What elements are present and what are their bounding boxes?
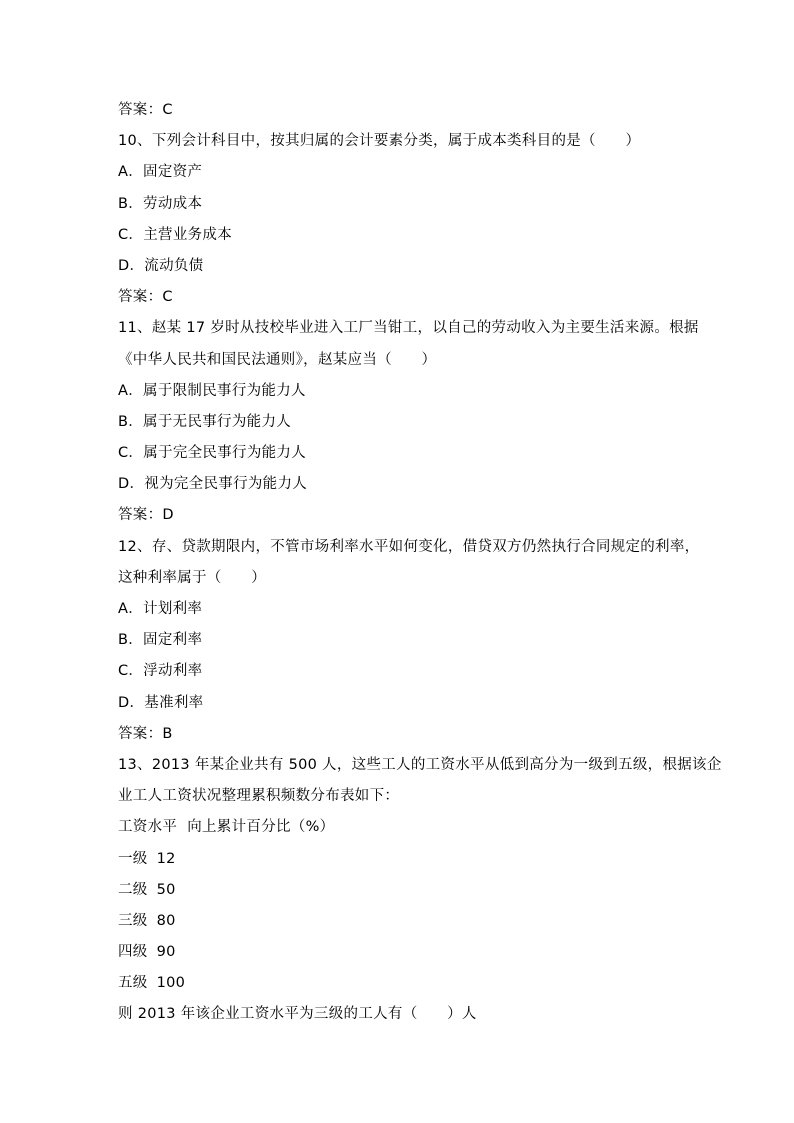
wage-level-label: 三级	[118, 912, 148, 929]
option-line-c: C．属于完全民事行为能力人	[118, 445, 307, 462]
question-12	[118, 532, 700, 750]
answer-line: 答案：C	[118, 289, 173, 306]
option-line-b: B．固定利率	[118, 632, 203, 649]
question-stem-line: 这种利率属于（ ）	[118, 569, 266, 586]
question-stem-line: 12、存、贷款期限内，不管市场利率水平如何变化，借贷双方仍然执行合同规定的利率，	[118, 538, 700, 555]
cumulative-percent-value: 12	[156, 850, 176, 867]
answer-line: 答案：D	[118, 507, 174, 524]
wage-table-row	[118, 844, 684, 875]
wage-table-row	[118, 968, 684, 999]
question-stem-line: 业工人工资状况整理累积频数分布表如下：	[118, 788, 400, 805]
cumulative-percent-value: 100	[156, 975, 186, 992]
question-stem-line: 10、下列会计科目中，按其归属的会计要素分类，属于成本类科目的是（ ）	[118, 133, 641, 150]
wage-table-row	[118, 906, 684, 937]
cumulative-percent-value: 90	[156, 944, 176, 961]
option-line-a: A．计划利率	[118, 601, 203, 617]
question-stem-line: 13、2013 年某企业共有 500 人，这些工人的工资水平从低到高分为一级到五级，根据该企	[118, 756, 722, 773]
question-13	[118, 750, 722, 1031]
wage-table-row	[118, 937, 684, 968]
option-line-d: D．视为完全民事行为能力人	[118, 476, 308, 493]
table-col-cumulative-percent: 向上累计百分比（%）	[187, 819, 335, 836]
option-line-c: C．主营业务成本	[118, 226, 233, 243]
cumulative-percent-value: 50	[156, 881, 176, 898]
option-line-a: A．属于限制民事行为能力人	[118, 382, 306, 399]
wage-level-label: 四级	[118, 944, 148, 961]
answer-line: 答案：C	[118, 102, 173, 118]
question-stem-line: 《中华人民共和国民法通则》，赵某应当（ ）	[118, 351, 437, 368]
table-col-wage-level: 工资水平	[118, 819, 178, 836]
option-line-d: D．基准利率	[118, 694, 204, 711]
option-line-d: D．流动负债	[118, 257, 204, 274]
option-line-a: A．固定资产	[118, 164, 203, 181]
wage-table-row	[118, 875, 684, 906]
option-line-b: B．属于无民事行为能力人	[118, 413, 292, 430]
option-line-c: C．浮动利率	[118, 663, 203, 680]
wage-level-label: 一级	[118, 850, 148, 867]
cumulative-percent-value: 80	[156, 912, 176, 929]
wage-table-header-line	[118, 812, 684, 843]
option-line-b: B．劳动成本	[118, 195, 203, 212]
answer-line: 答案：B	[118, 725, 173, 742]
question-closing-line: 则 2013 年该企业工资水平为三级的工人有（ ）人	[118, 1006, 477, 1023]
question-10	[118, 126, 684, 313]
wage-level-label: 二级	[118, 881, 148, 898]
question-11	[118, 313, 699, 531]
question-stem-line: 11、赵某 17 岁时从技校毕业进入工厂当钳工，以自己的劳动收入为主要生活来源。根据	[118, 320, 699, 337]
wage-level-label: 五级	[118, 975, 148, 992]
